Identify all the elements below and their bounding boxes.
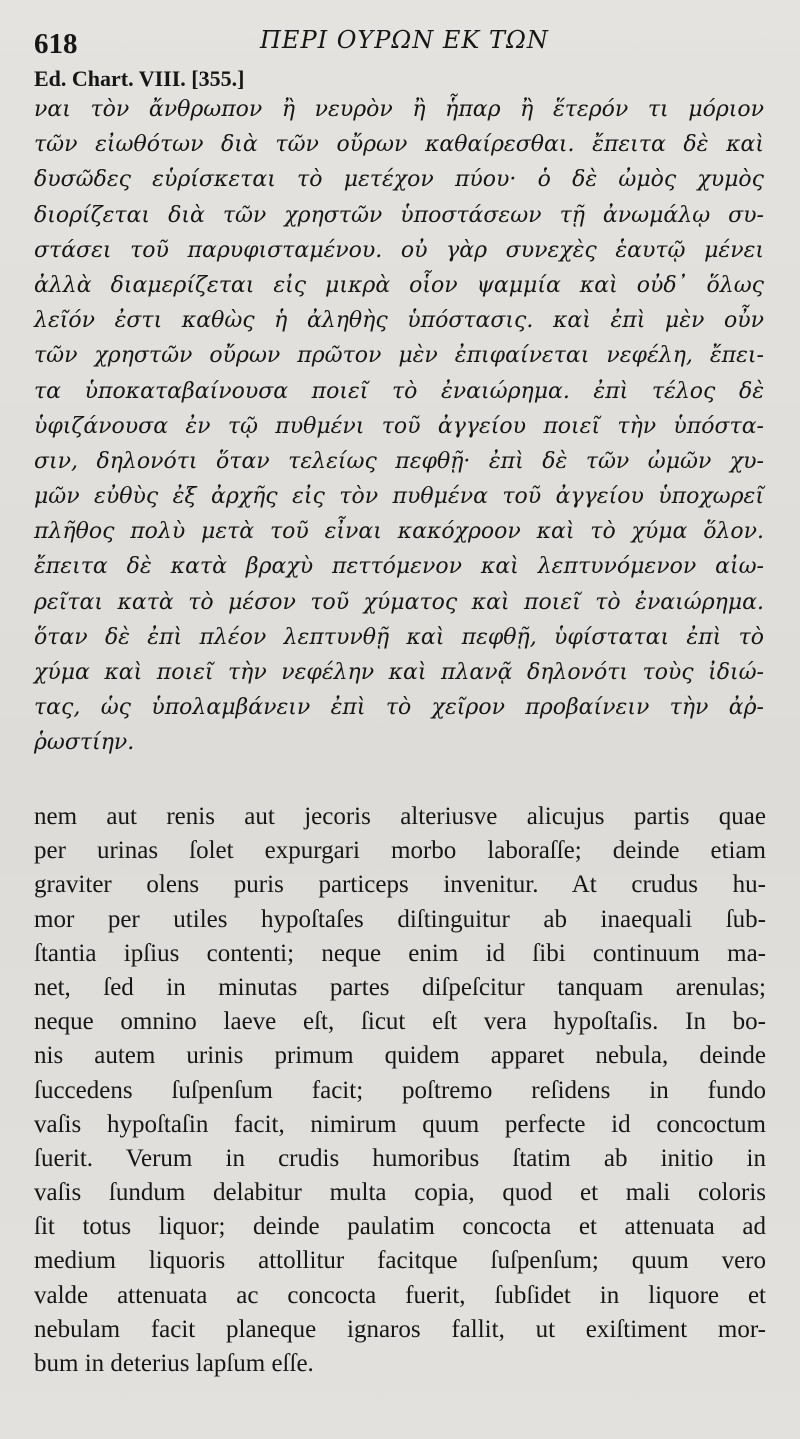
greek-text-line: ρεῖται κατὰ τὸ μέσον τοῦ χύματος καὶ ποιεῖ τὸ ἐναιώρημα. xyxy=(34,589,764,615)
latin-text-line: vaſis hypoſtaſin facit, nimirum quum perfecte id concoctum xyxy=(34,1110,766,1138)
latin-text-line: net, ſed in minutas partes diſpeſcitur tanquam arenulas; xyxy=(34,973,766,1001)
greek-text-line: τῶν εἰωθότων διὰ τῶν οὔρων καθαίρεσθαι. ἔπειτα δὲ καὶ xyxy=(34,132,764,158)
latin-text-line: valde attenuata ac concocta fuerit, ſubſidet in liquore et xyxy=(34,1281,766,1309)
greek-text-line: ῥωστίην. xyxy=(34,730,135,756)
greek-text-line: τῶν χρηστῶν οὔρων πρῶτον μὲν ἐπιφαίνεται νεφέλη, ἔπει- xyxy=(34,343,764,369)
greek-text-line: τας, ὡς ὑπολαμβάνειν ἐπὶ τὸ χεῖρον προβαίνειν τὴν ἀῤ- xyxy=(34,695,764,721)
latin-text-line: ſtantia ipſius contenti; neque enim id ſibi continuum ma- xyxy=(34,939,766,967)
greek-text-block xyxy=(34,92,764,761)
page-header xyxy=(34,22,774,66)
running-title: ΠΕΡΙ ΟΥΡΩΝ ΕΚ ΤΩΝ xyxy=(260,26,549,54)
latin-text-line: medium liquoris attollitur facitque ſuſpenſum; quum vero xyxy=(34,1247,766,1275)
greek-text-line: ὅταν δὲ ἐπὶ πλέον λεπτυνθῇ καὶ πεφθῇ, ὑφίσταται ἐπὶ τὸ xyxy=(34,624,764,650)
page-number: 618 xyxy=(34,28,78,60)
latin-text-line: nebulam facit planeque ignaros fallit, ut exiſtiment mor- xyxy=(34,1315,766,1343)
latin-text-line: bum in deterius lapſum eſſe. xyxy=(34,1350,314,1377)
latin-text-line: ſuerit. Verum in crudis humoribus ſtatim ab initio in xyxy=(34,1144,766,1172)
latin-text-block xyxy=(34,800,766,1381)
latin-text-line: vaſis ſundum delabitur multa copia, quod et mali coloris xyxy=(34,1179,766,1207)
greek-text-line: μῶν εὐθὺς ἐξ ἀρχῆς εἰς τὸν πυθμένα τοῦ ἀγγείου ὑποχωρεῖ xyxy=(34,484,764,510)
greek-text-line: λεῖόν ἐστι καθὼς ἡ ἀληθὴς ὑπόστασις. καὶ ἐπὶ μὲν οὖν xyxy=(34,308,764,334)
greek-text-line: διορίζεται διὰ τῶν χρηστῶν ὑποστάσεων τῇ ἀνωμάλῳ συ- xyxy=(34,202,764,228)
greek-text-line: στάσει τοῦ παρυφισταμένου. οὐ γὰρ συνεχὲς ἑαυτῷ μένει xyxy=(34,237,764,263)
latin-text-line: neque omnino laeve eſt, ſicut eſt vera hypoſtaſis. In bo- xyxy=(34,1008,766,1036)
greek-text-line: πλῆθος πολὺ μετὰ τοῦ εἶναι κακόχροον καὶ τὸ χύμα ὅλον. xyxy=(34,519,764,545)
greek-text-line: σιν, δηλονότι ὅταν τελείως πεφθῇ· ἐπὶ δὲ τῶν ὠμῶν χυ- xyxy=(34,448,764,474)
edition-reference: Ed. Chart. VIII. [355.] xyxy=(34,66,245,91)
latin-text-line: nis autem urinis primum quidem apparet nebula, deinde xyxy=(34,1042,766,1070)
greek-text-line: ἔπειτα δὲ κατὰ βραχὺ πεττόμενον καὶ λεπτυνόμενον αἰω- xyxy=(34,554,764,580)
latin-text-line: graviter olens puris particeps invenitur. At crudus hu- xyxy=(34,871,766,899)
latin-text-line: per urinas ſolet expurgari morbo laboraſſe; deinde etiam xyxy=(34,837,766,865)
greek-text-line: ὑφιζάνουσα ἐν τῷ πυθμένι τοῦ ἀγγείου ποιεῖ τὴν ὑπόστα- xyxy=(34,413,764,439)
greek-text-line: δυσῶδες εὑρίσκεται τὸ μετέχον πύου· ὁ δὲ ὠμὸς χυμὸς xyxy=(34,167,764,193)
greek-text-line: τα ὑποκαταβαίνουσα ποιεῖ τὸ ἐναιώρημα. ἐπὶ τέλος δὲ xyxy=(34,378,764,404)
greek-text-line: χύμα καὶ ποιεῖ τὴν νεφέλην καὶ πλανᾷ δηλονότι τοὺς ἰδιώ- xyxy=(34,660,764,685)
latin-text-line: mor per utiles hypoſtaſes diſtinguitur ab inaequali ſub- xyxy=(34,905,766,933)
greek-text-line: ναι τὸν ἄνθρωπον ἢ νευρὸν ἢ ἧπαρ ἢ ἕτερόν τι μόριον xyxy=(34,97,764,122)
latin-text-line: ſit totus liquor; deinde paulatim concocta et attenuata ad xyxy=(34,1213,766,1241)
greek-text-line: ἀλλὰ διαμερίζεται εἰς μικρὰ οἷον ψαμμία καὶ οὐδ᾽ ὅλως xyxy=(34,272,764,298)
latin-text-line: nem aut renis aut jecoris alteriusve alicujus partis quae xyxy=(34,803,766,830)
latin-text-line: ſuccedens ſuſpenſum facit; poſtremo reſidens in fundo xyxy=(34,1076,766,1104)
